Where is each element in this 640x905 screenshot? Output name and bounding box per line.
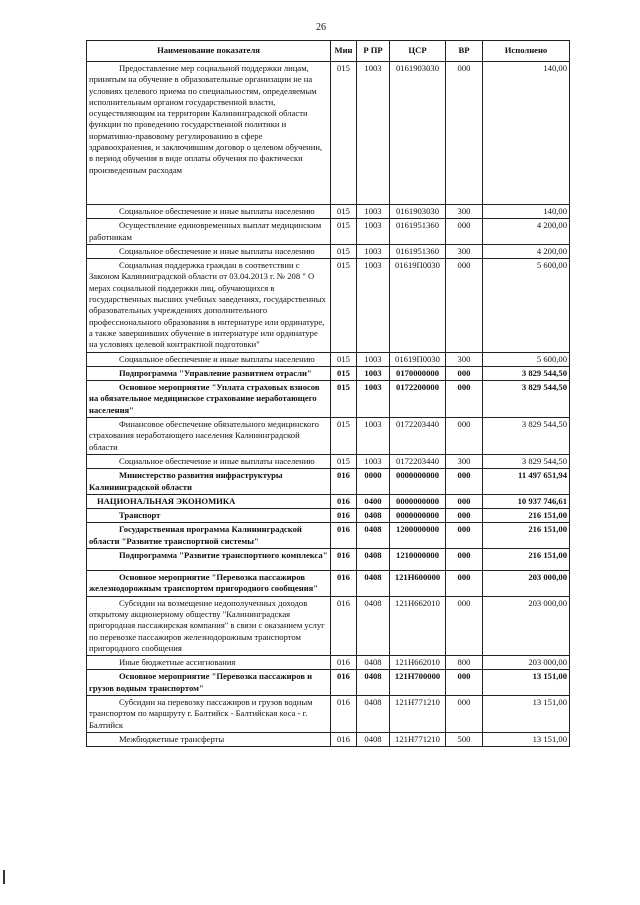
cell-min: 016 — [331, 509, 357, 523]
cell-csr: 0161903030 — [390, 205, 446, 219]
cell-name: Осуществление единовременных выплат медицинским работникам — [87, 219, 331, 245]
cell-vr: 000 — [446, 494, 483, 508]
cell-amount: 5 600,00 — [483, 352, 570, 366]
cell-min: 016 — [331, 656, 357, 670]
cell-csr: 0172200000 — [390, 381, 446, 418]
table-row — [87, 259, 570, 352]
cell-amount: 216 151,00 — [483, 523, 570, 549]
table-row — [87, 454, 570, 468]
cell-min: 015 — [331, 454, 357, 468]
cell-name: Межбюджетные трансферты — [87, 732, 331, 746]
cell-name: Основное мероприятие "Перевозка пассажиров железнодорожным транспортом пригородного сообщения" — [87, 571, 331, 597]
header-rpr: Р ПР — [357, 41, 390, 62]
cell-amount: 216 151,00 — [483, 549, 570, 571]
cell-amount: 13 151,00 — [483, 732, 570, 746]
cell-name: Основное мероприятие "Перевозка пассажиров и грузов водным транспортом" — [87, 670, 331, 696]
cell-rpr: 1003 — [357, 244, 390, 258]
cell-amount: 140,00 — [483, 205, 570, 219]
cell-csr: 0000000000 — [390, 469, 446, 495]
cell-name: Транспорт — [87, 509, 331, 523]
cell-amount: 13 151,00 — [483, 695, 570, 732]
cell-min: 016 — [331, 469, 357, 495]
cell-vr: 000 — [446, 219, 483, 245]
cell-min: 015 — [331, 244, 357, 258]
budget-execution-table — [86, 40, 570, 747]
cell-csr: 121Н662010 — [390, 596, 446, 655]
cell-min: 015 — [331, 205, 357, 219]
cell-csr: 121Н700000 — [390, 670, 446, 696]
cell-rpr: 1003 — [357, 205, 390, 219]
cell-csr: 0172203440 — [390, 418, 446, 455]
cell-min: 015 — [331, 381, 357, 418]
table-row — [87, 366, 570, 380]
table-row — [87, 695, 570, 732]
cell-rpr: 1003 — [357, 259, 390, 352]
table-row — [87, 352, 570, 366]
header-vr: ВР — [446, 41, 483, 62]
header-csr: ЦСР — [390, 41, 446, 62]
table-row — [87, 418, 570, 455]
cell-name: Субсидии на возмещение недополученных доходов открытому акционерному обществу "Калининградская пригородная пассажирская компания" в связи с оказанием услуг по перевозке пассажиров железнодорожным транспортом пригородного сообщения — [87, 596, 331, 655]
cell-name: Социальное обеспечение и иные выплаты населению — [87, 205, 331, 219]
cell-name: Министерство развития инфраструктуры Калининградской области — [87, 469, 331, 495]
cell-amount: 140,00 — [483, 62, 570, 205]
cell-csr: 121Н600000 — [390, 571, 446, 597]
cell-min: 015 — [331, 418, 357, 455]
cell-vr: 500 — [446, 732, 483, 746]
cell-min: 016 — [331, 596, 357, 655]
cell-rpr: 0408 — [357, 695, 390, 732]
cell-rpr: 1003 — [357, 381, 390, 418]
cell-vr: 000 — [446, 381, 483, 418]
cell-vr: 000 — [446, 62, 483, 205]
cell-rpr: 0408 — [357, 670, 390, 696]
cell-vr: 000 — [446, 695, 483, 732]
cell-rpr: 0408 — [357, 509, 390, 523]
cell-csr: 121Н771210 — [390, 732, 446, 746]
table-row — [87, 469, 570, 495]
cell-vr: 000 — [446, 259, 483, 352]
table-row — [87, 62, 570, 205]
table-row — [87, 219, 570, 245]
cell-csr: 0000000000 — [390, 509, 446, 523]
cell-min: 016 — [331, 670, 357, 696]
cell-amount: 10 937 746,61 — [483, 494, 570, 508]
cell-min: 016 — [331, 732, 357, 746]
cell-min: 016 — [331, 549, 357, 571]
cell-rpr: 1003 — [357, 418, 390, 455]
cell-rpr: 0408 — [357, 656, 390, 670]
table-row — [87, 549, 570, 571]
cell-name: НАЦИОНАЛЬНАЯ ЭКОНОМИКА — [87, 494, 331, 508]
cell-vr: 000 — [446, 366, 483, 380]
cell-amount: 203 000,00 — [483, 596, 570, 655]
cell-vr: 300 — [446, 205, 483, 219]
cell-vr: 300 — [446, 244, 483, 258]
cell-min: 015 — [331, 366, 357, 380]
cell-vr: 000 — [446, 571, 483, 597]
cell-min: 016 — [331, 571, 357, 597]
cell-rpr: 0408 — [357, 523, 390, 549]
table-body — [87, 62, 570, 747]
cell-csr: 1200000000 — [390, 523, 446, 549]
cell-rpr: 0400 — [357, 494, 390, 508]
table-header — [87, 41, 570, 62]
cell-amount: 3 829 544,50 — [483, 454, 570, 468]
cell-amount: 216 151,00 — [483, 509, 570, 523]
cell-name: Субсидии на перевозку пассажиров и грузов водным транспортом по маршруту г. Балтийск - Балтийская коса - г. Балтийск — [87, 695, 331, 732]
cell-csr: 0000000000 — [390, 494, 446, 508]
cell-vr: 300 — [446, 454, 483, 468]
cell-amount: 4 200,00 — [483, 219, 570, 245]
cell-min: 016 — [331, 523, 357, 549]
cell-name: Основное мероприятие "Уплата страховых взносов на обязательное медицинское страхование неработающего населения" — [87, 381, 331, 418]
header-row — [87, 41, 570, 62]
cell-csr: 0161903030 — [390, 62, 446, 205]
cell-csr: 0172203440 — [390, 454, 446, 468]
cell-name: Социальное обеспечение и иные выплаты населению — [87, 244, 331, 258]
cell-name: Государственная программа Калининградской области "Развитие транспортной системы" — [87, 523, 331, 549]
cell-name: Подпрограмма "Развитие транспортного комплекса" — [87, 549, 331, 571]
cell-rpr: 1003 — [357, 219, 390, 245]
cell-csr: 01619П0030 — [390, 352, 446, 366]
cell-amount: 5 600,00 — [483, 259, 570, 352]
cell-amount: 3 829 544,50 — [483, 366, 570, 380]
cell-rpr: 0408 — [357, 596, 390, 655]
cell-vr: 000 — [446, 596, 483, 655]
cell-vr: 000 — [446, 469, 483, 495]
page-number: 26 — [316, 22, 326, 33]
cell-rpr: 1003 — [357, 366, 390, 380]
table-row — [87, 205, 570, 219]
cell-amount: 11 497 651,94 — [483, 469, 570, 495]
cell-name: Социальная поддержка граждан в соответствии с Законом Калининградской области от 03.04.2013 г. № 208 " О мерах социальной поддержки лиц, обучающихся в государственных высших учебных заведениях, государственных образовательных учреждениях дополнительного профессионального образования в интернатуре или ординатуре, а также завершивших обучение в интернатуре или ординатуре на условиях целевой контрактной подготовки" — [87, 259, 331, 352]
cell-csr: 121Н771210 — [390, 695, 446, 732]
cell-rpr: 0408 — [357, 732, 390, 746]
cell-csr: 0161951360 — [390, 244, 446, 258]
cell-vr: 000 — [446, 509, 483, 523]
cell-name: Социальное обеспечение и иные выплаты населению — [87, 352, 331, 366]
table-row — [87, 494, 570, 508]
cell-amount: 3 829 544,50 — [483, 381, 570, 418]
cell-rpr: 1003 — [357, 454, 390, 468]
cell-csr: 0161951360 — [390, 219, 446, 245]
table-row — [87, 670, 570, 696]
header-amount: Исполнено — [483, 41, 570, 62]
cell-min: 015 — [331, 219, 357, 245]
header-min: Мин — [331, 41, 357, 62]
cell-rpr: 0408 — [357, 549, 390, 571]
cell-rpr: 1003 — [357, 352, 390, 366]
cell-csr: 01619П0030 — [390, 259, 446, 352]
cell-name: Социальное обеспечение и иные выплаты населению — [87, 454, 331, 468]
scan-edge-mark — [3, 870, 5, 884]
cell-amount: 13 151,00 — [483, 670, 570, 696]
cell-amount: 3 829 544,50 — [483, 418, 570, 455]
cell-min: 016 — [331, 695, 357, 732]
cell-min: 015 — [331, 352, 357, 366]
cell-name: Предоставление мер социальной поддержки лицам, принятым на обучение в образовательные организации не на условиях целевого приема по специальностям, определяемым исполнительным органом государственной власти, осуществляющим на территории Калининградской области функции по проведению государственной политики и нормативно-правовому регулированию в сфере здравоохранения, и заключившим договор о целевом обучении, в период обучения в виде оплаты обучения по фактически произведенным расходам — [87, 62, 331, 205]
table-row — [87, 244, 570, 258]
cell-rpr: 0000 — [357, 469, 390, 495]
cell-vr: 800 — [446, 656, 483, 670]
cell-name: Финансовое обеспечение обязательного медицинского страхования неработающего населения Калининградской области — [87, 418, 331, 455]
header-name: Наименование показателя — [87, 41, 331, 62]
table-row — [87, 509, 570, 523]
table-row — [87, 523, 570, 549]
cell-min: 015 — [331, 62, 357, 205]
cell-vr: 000 — [446, 418, 483, 455]
cell-name: Иные бюджетные ассигнования — [87, 656, 331, 670]
table-row — [87, 596, 570, 655]
table-row — [87, 656, 570, 670]
cell-amount: 203 000,00 — [483, 571, 570, 597]
table-row — [87, 571, 570, 597]
cell-name: Подпрограмма "Управление развитием отрасли" — [87, 366, 331, 380]
cell-csr: 1210000000 — [390, 549, 446, 571]
table-row — [87, 732, 570, 746]
cell-min: 016 — [331, 494, 357, 508]
cell-vr: 000 — [446, 549, 483, 571]
cell-vr: 000 — [446, 523, 483, 549]
cell-amount: 4 200,00 — [483, 244, 570, 258]
cell-amount: 203 000,00 — [483, 656, 570, 670]
table-row — [87, 381, 570, 418]
cell-min: 015 — [331, 259, 357, 352]
cell-csr: 0170000000 — [390, 366, 446, 380]
cell-vr: 000 — [446, 670, 483, 696]
cell-csr: 121Н662010 — [390, 656, 446, 670]
cell-vr: 300 — [446, 352, 483, 366]
cell-rpr: 0408 — [357, 571, 390, 597]
cell-rpr: 1003 — [357, 62, 390, 205]
